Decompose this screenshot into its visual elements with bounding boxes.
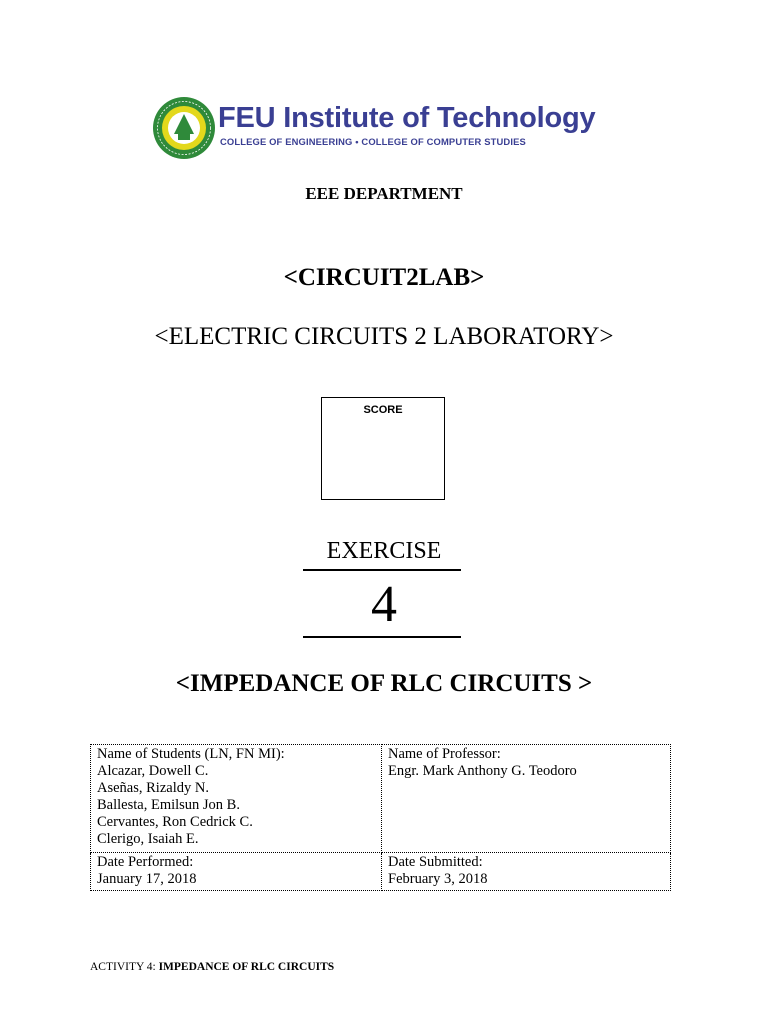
date-performed-value: January 17, 2018 bbox=[97, 871, 197, 887]
professor-label: Name of Professor: bbox=[388, 746, 501, 762]
institution-colleges: COLLEGE OF ENGINEERING • COLLEGE OF COMPUTER STUDIES bbox=[220, 136, 526, 147]
exercise-number: 4 bbox=[371, 576, 397, 633]
professor-cell bbox=[382, 745, 671, 853]
student-name: Alcazar, Dowell C. bbox=[97, 763, 209, 779]
institution-logo bbox=[152, 96, 612, 162]
department-heading: EEE DEPARTMENT bbox=[305, 184, 463, 203]
course-code: <CIRCUIT2LAB> bbox=[283, 264, 485, 291]
student-info-table bbox=[90, 744, 671, 891]
students-label: Name of Students (LN, FN MI): bbox=[97, 746, 285, 762]
score-label: SCORE bbox=[363, 404, 403, 416]
page-footer bbox=[90, 961, 334, 973]
student-name: Clerigo, Isaiah E. bbox=[97, 831, 199, 847]
student-name: Ballesta, Emilsun Jon B. bbox=[97, 797, 240, 813]
institution-name: FEU Institute of Technology bbox=[218, 102, 596, 134]
table-row bbox=[91, 853, 671, 891]
institution-seal-icon bbox=[152, 96, 216, 160]
course-title: <ELECTRIC CIRCUITS 2 LABORATORY> bbox=[154, 323, 614, 350]
date-performed-label: Date Performed: bbox=[97, 854, 194, 870]
table-row bbox=[91, 745, 671, 853]
activity-title: <IMPEDANCE OF RLC CIRCUITS > bbox=[175, 670, 593, 697]
date-submitted-cell bbox=[382, 853, 671, 891]
exercise-top-rule bbox=[303, 569, 461, 571]
footer-prefix: ACTIVITY 4: bbox=[90, 961, 159, 973]
student-name: Aseñas, Rizaldy N. bbox=[97, 780, 209, 796]
date-performed-cell bbox=[91, 853, 382, 891]
date-submitted-label: Date Submitted: bbox=[388, 854, 483, 870]
exercise-bottom-rule bbox=[303, 636, 461, 638]
score-box bbox=[321, 397, 445, 500]
exercise-label: EXERCISE bbox=[326, 538, 442, 564]
students-cell bbox=[91, 745, 382, 853]
date-submitted-value: February 3, 2018 bbox=[388, 871, 488, 887]
professor-name: Engr. Mark Anthony G. Teodoro bbox=[388, 763, 577, 779]
footer-title: IMPEDANCE OF RLC CIRCUITS bbox=[158, 961, 335, 973]
student-name: Cervantes, Ron Cedrick C. bbox=[97, 814, 253, 830]
